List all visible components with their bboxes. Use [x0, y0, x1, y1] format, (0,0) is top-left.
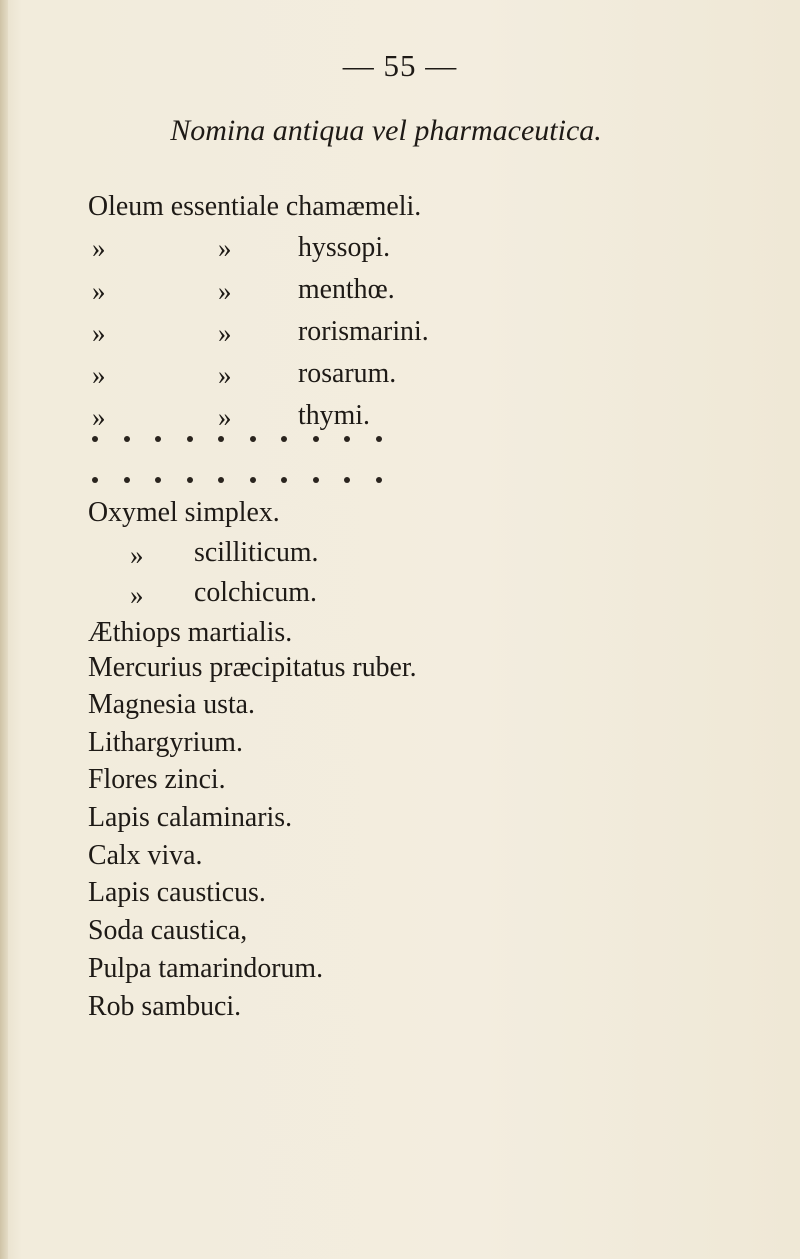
section-heading: Nomina antiqua vel pharmaceutica. [170, 114, 602, 147]
remedy-line: Pulpa tamarindorum. [88, 952, 324, 984]
remedy-line: Soda caustica, [88, 914, 248, 946]
ditto-mark: » [92, 402, 106, 432]
ditto-mark: » [218, 318, 232, 348]
oxymel-line-first: Oxymel simplex. [88, 496, 280, 528]
remedy-line: Lithargyrium. [88, 726, 243, 758]
ditto-mark: » [92, 360, 106, 390]
remedy-line: Lapis causticus. [88, 876, 266, 908]
omission-dots [92, 477, 382, 489]
oleum-item: hyssopi. [298, 231, 391, 263]
ditto-mark: » [218, 402, 232, 432]
oleum-item: menthœ. [298, 273, 395, 305]
ditto-mark: » [92, 233, 106, 263]
omission-dots [92, 436, 382, 448]
ditto-mark: » [92, 276, 106, 306]
oleum-item: rorismarini. [298, 315, 429, 347]
ditto-mark: » [130, 580, 144, 610]
remedy-line: Æthiops martialis. [88, 616, 293, 648]
remedy-line: Calx viva. [88, 839, 203, 871]
oxymel-item: scilliticum. [194, 536, 319, 568]
remedy-line: Magnesia usta. [88, 688, 256, 720]
remedy-line: Mercurius præcipitatus ruber. [88, 651, 417, 683]
oxymel-item: colchicum. [194, 576, 317, 608]
oleum-item: thymi. [298, 399, 370, 431]
remedy-line: Rob sambuci. [88, 990, 242, 1022]
oleum-item: rosarum. [298, 357, 397, 389]
ditto-mark: » [218, 276, 232, 306]
ditto-mark: » [218, 233, 232, 263]
remedy-line: Flores zinci. [88, 763, 226, 795]
ditto-mark: » [92, 318, 106, 348]
oleum-line-first: Oleum essentiale chamæmeli. [88, 190, 422, 222]
remedy-line: Lapis calaminaris. [88, 801, 293, 833]
ditto-mark: » [218, 360, 232, 390]
page-binding-edge [0, 0, 8, 1259]
page-number: — 55 — [342, 48, 458, 83]
ditto-mark: » [130, 540, 144, 570]
